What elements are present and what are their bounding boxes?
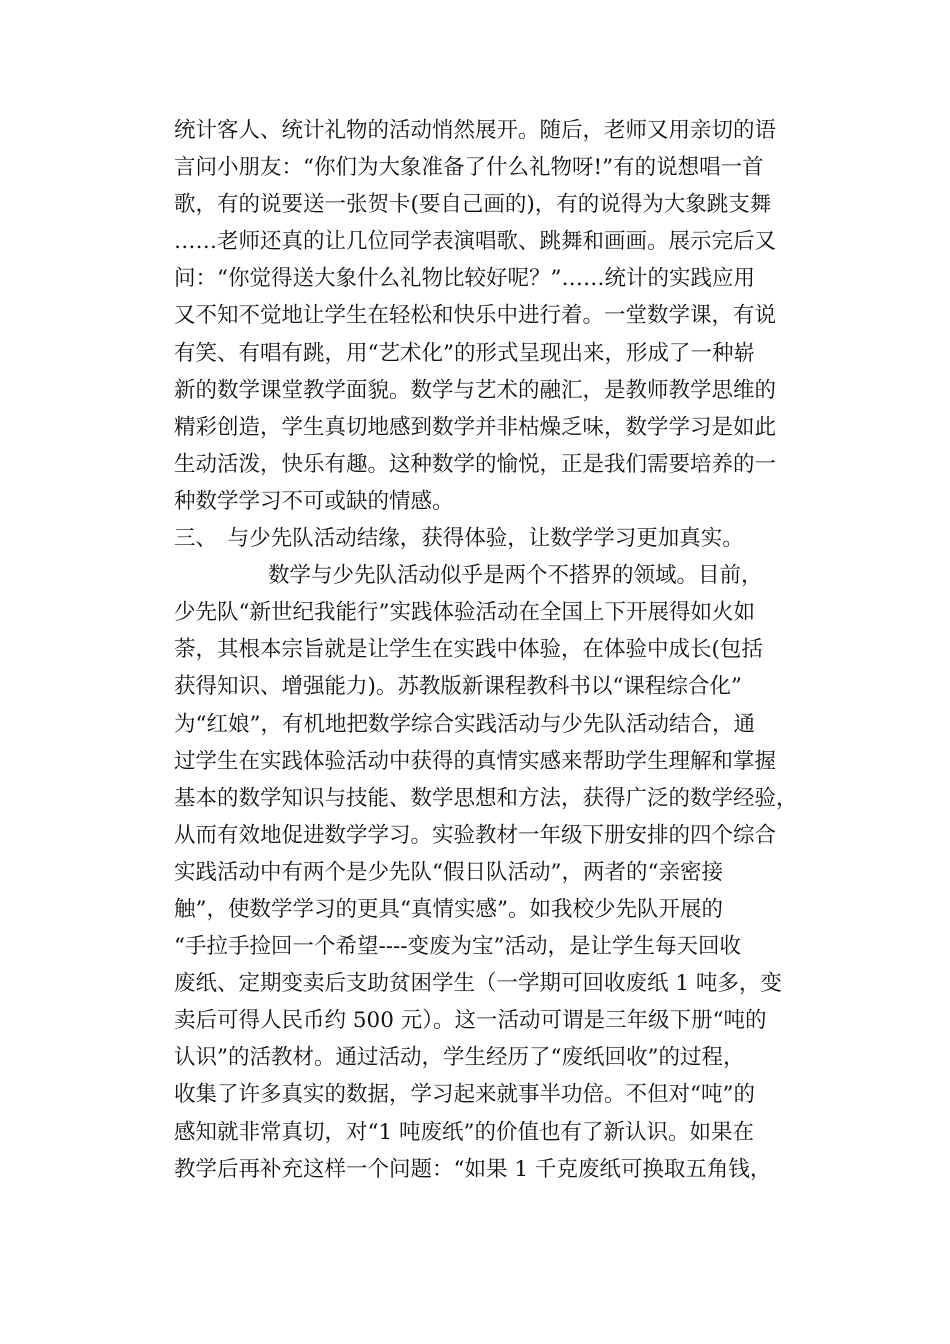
- text-line: 生动活泼，快乐有趣。这种数学的愉悦，正是我们需要培养的一: [174, 451, 777, 477]
- text-line: 言问小朋友：“你们为大象准备了什么礼物呀!”有的说想唱一首: [174, 155, 764, 181]
- body-text: [174, 112, 814, 1188]
- text-line: 为“红娘”，有机地把数学综合实践活动与少先队活动结合，通: [174, 711, 755, 737]
- text-line: 感知就非常真切，对“1 吨废纸”的价值也有了新认识。如果在: [174, 1119, 754, 1145]
- text-line: 过学生在实践体验活动中获得的真情实感来帮助学生理解和掌握: [174, 748, 777, 774]
- text-line: 种数学学习不可或缺的情感。: [174, 488, 454, 514]
- text-line: 问：“你觉得送大象什么礼物比较好呢？”……统计的实践应用: [174, 266, 755, 292]
- paragraph-first-line: 数学与少先队活动似乎是两个不搭界的领域。目前，: [268, 563, 763, 589]
- text-line: ……老师还真的让几位同学表演唱歌、跳舞和画画。展示完后又: [174, 229, 777, 255]
- text-line: 收集了许多真实的数据，学习起来就事半功倍。不但对“吨”的: [174, 1082, 755, 1108]
- text-line: 基本的数学知识与技能、数学思想和方法，获得广泛的数学经验，: [174, 785, 798, 811]
- text-line: 统计客人、统计礼物的活动悄然展开。随后，老师又用亲切的语: [174, 118, 777, 143]
- text-line: 荼，其根本宗旨就是让学生在实践中体验，在体验中成长(包括: [174, 637, 763, 663]
- text-line: 精彩创造，学生真切地感到数学并非枯燥乏味，数学学习是如此: [174, 414, 777, 440]
- section-heading: 三、 与少先队活动结缘，获得体验，让数学学习更加真实。: [174, 526, 744, 552]
- text-line: 少先队“新世纪我能行”实践体验活动在全国上下开展得如火如: [174, 600, 755, 626]
- text-line: 教学后再补充这样一个问题：“如果 1 千克废纸可换取五角钱，: [174, 1156, 772, 1182]
- text-line: “手拉手捡回一个希望----变废为宝”活动，是让学生每天回收: [174, 934, 742, 960]
- text-line: 获得知识、增强能力)。苏教版新课程教科书以“课程综合化”: [174, 674, 742, 700]
- text-line: 又不知不觉地让学生在轻松和快乐中进行着。一堂数学课，有说: [174, 303, 777, 329]
- text-line: 歌，有的说要送一张贺卡(要自己画的)，有的说得为大象跳支舞: [174, 192, 772, 218]
- text-line: 有笑、有唱有跳，用“艺术化”的形式呈现出来，形成了一种崭: [174, 340, 755, 366]
- text-line: 触”，使数学学习的更具“真情实感”。如我校少先队开展的: [174, 896, 723, 922]
- text-line: 废纸、定期变卖后支助贫困学生（一学期可回收废纸 1 吨多，变: [174, 971, 782, 997]
- text-line: 认识”的活教材。通过活动，学生经历了“废纸回收”的过程，: [174, 1045, 745, 1071]
- text-line: 从而有效地促进数学学习。实验教材一年级下册安排的四个综合: [174, 822, 777, 848]
- text-line: 卖后可得人民币约 500 元）。这一活动可谓是三年级下册“吨的: [174, 1008, 767, 1034]
- text-line: 实践活动中有两个是少先队“假日队活动”，两者的“亲密接: [174, 859, 723, 885]
- text-line: 新的数学课堂教学面貌。数学与艺术的融汇，是教师教学思维的: [174, 377, 777, 403]
